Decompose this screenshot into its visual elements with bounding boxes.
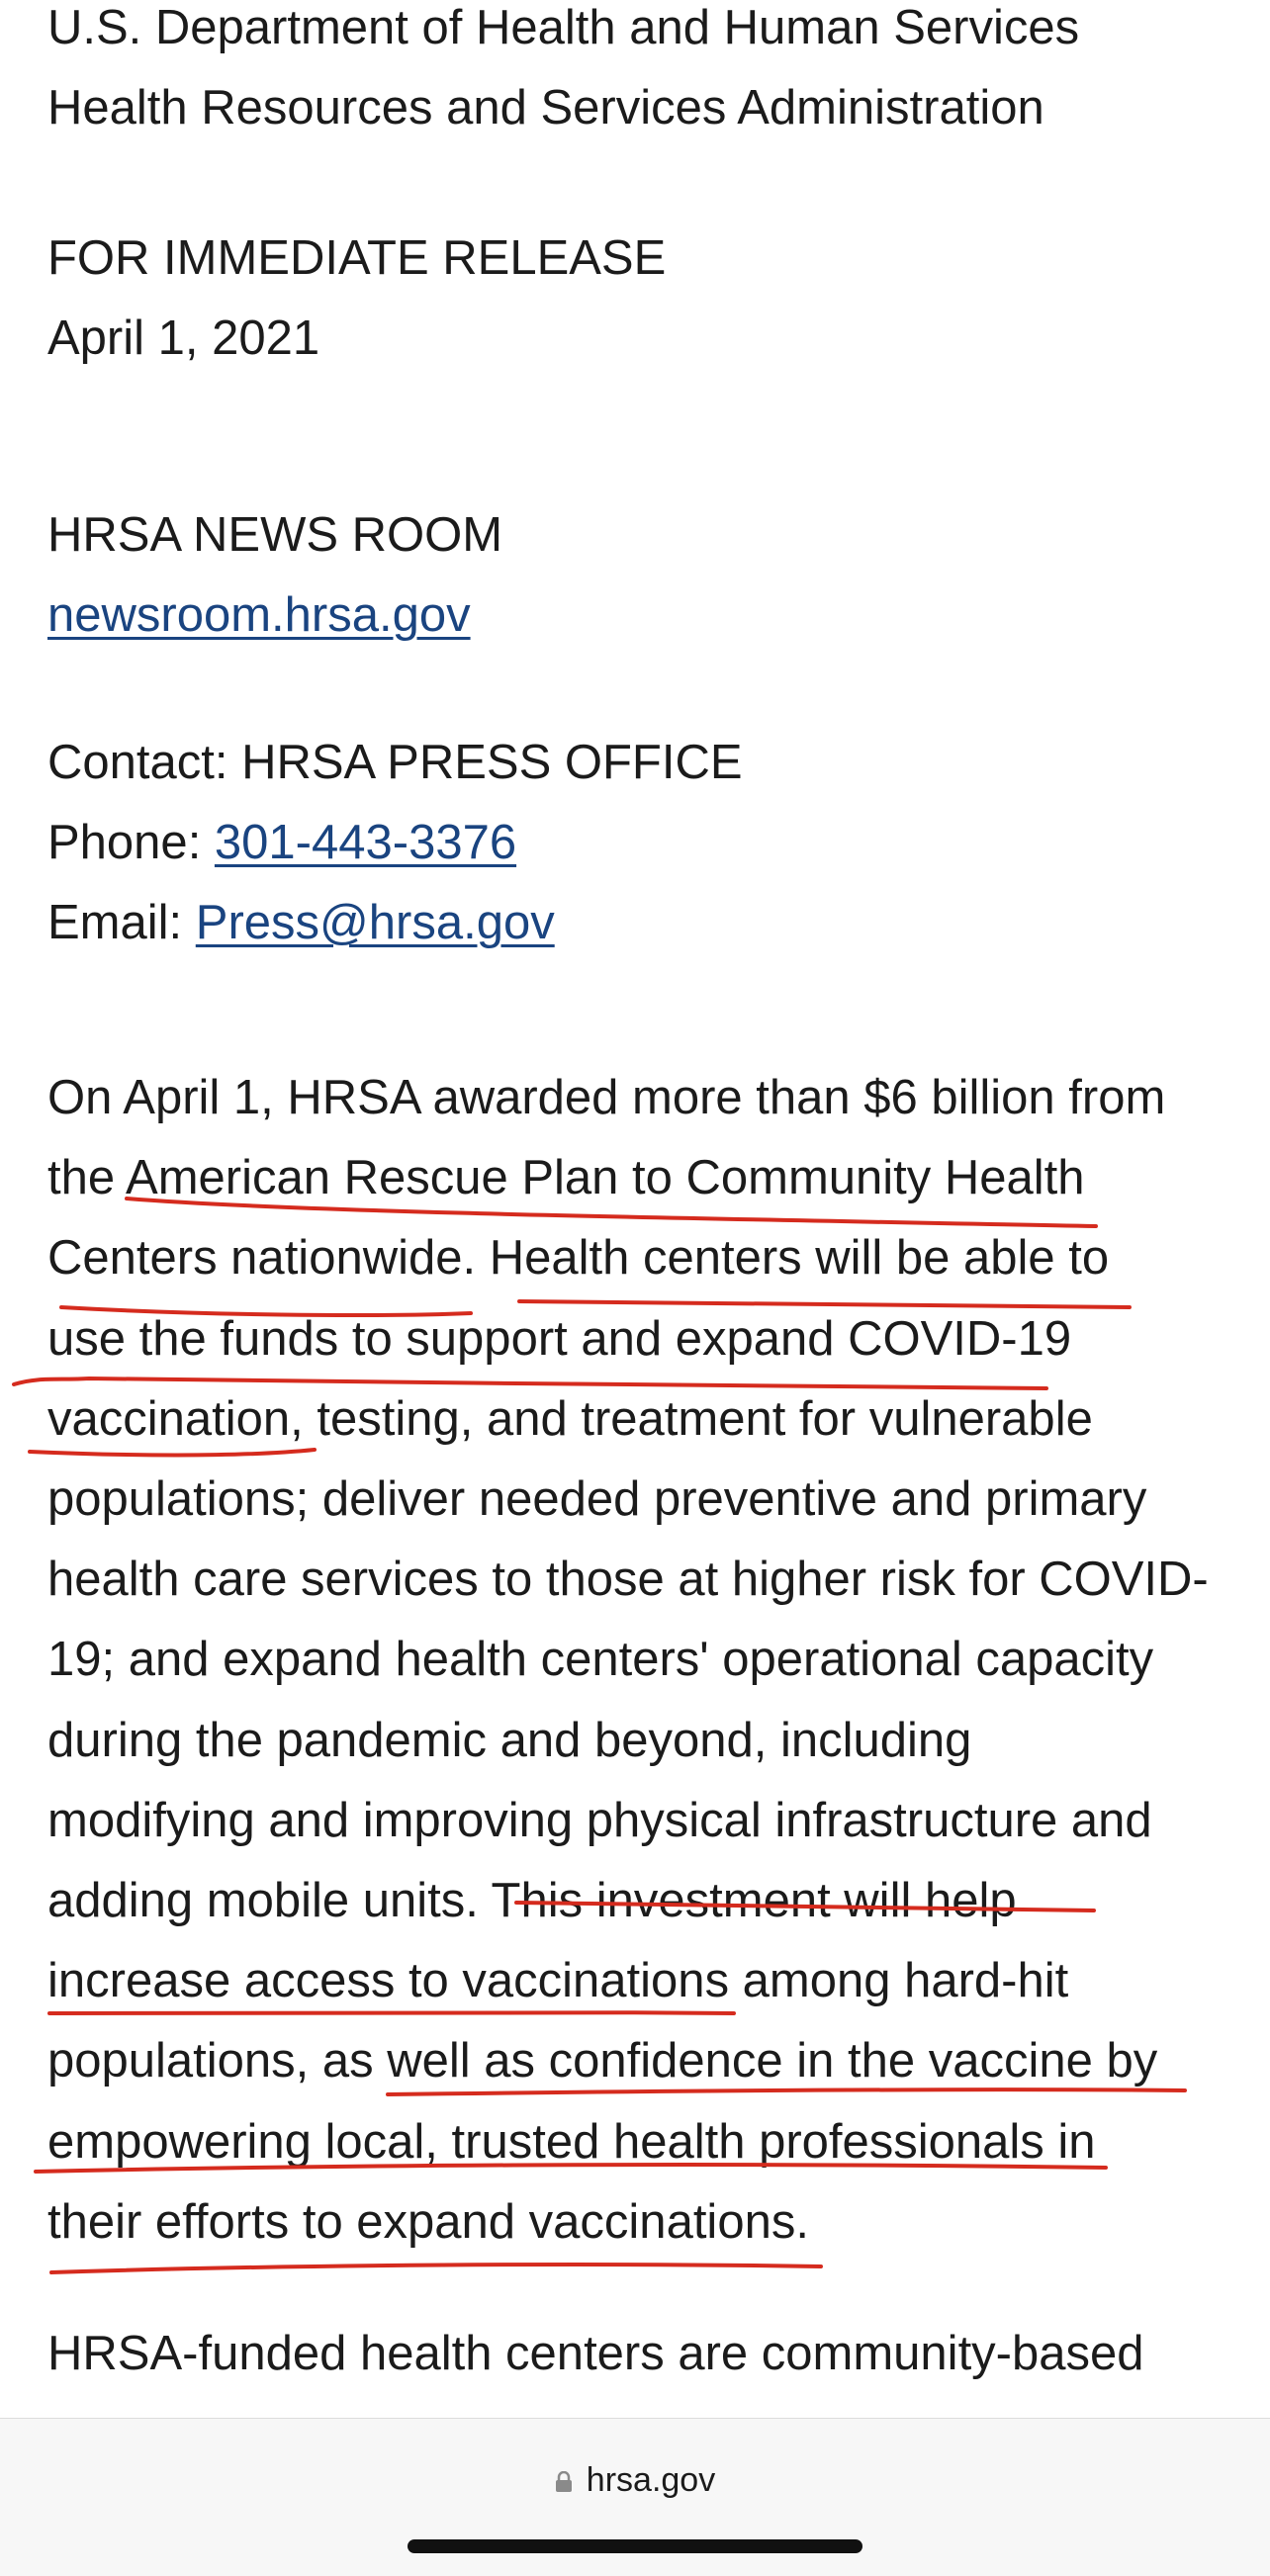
paragraph-line: Centers nationwide. Health centers will be able to — [47, 1231, 1110, 1286]
paragraph-line: during the pandemic and beyond, including — [47, 1713, 972, 1767]
release-label: FOR IMMEDIATE RELEASE — [47, 231, 667, 285]
phone-link[interactable]: 301-443-3376 — [214, 816, 517, 869]
paragraph-line: vaccination, testing, and treatment for vulnerable — [47, 1391, 1093, 1446]
department-name: U.S. Department of Health and Human Services — [47, 1, 1080, 54]
email-label: Email: — [47, 896, 196, 949]
article-paragraph-2: HRSA-funded health centers are community-based — [47, 2327, 1144, 2381]
home-indicator[interactable] — [408, 2539, 862, 2553]
release-date: April 1, 2021 — [47, 311, 320, 365]
lock-icon — [555, 2462, 573, 2484]
email-line — [47, 883, 1234, 963]
paragraph-line: empowering local, trusted health professionals in — [47, 2114, 1096, 2169]
paragraph-line: populations, as well as confidence in the vaccine by — [47, 2034, 1158, 2088]
url-text: hrsa.gov — [586, 2461, 716, 2499]
paragraph-line: health care services to those at higher risk for COVID- — [47, 1553, 1209, 1607]
newsroom-link[interactable]: newsroom.hrsa.gov — [47, 588, 471, 642]
paragraph-line: the American Rescue Plan to Community Health — [47, 1151, 1085, 1205]
newsroom-title: HRSA NEWS ROOM — [47, 508, 503, 562]
paragraph-line: 19; and expand health centers' operational capacity — [47, 1633, 1154, 1687]
press-release-content — [47, 0, 1234, 2394]
phone-label: Phone: — [47, 816, 215, 869]
paragraph-line: On April 1, HRSA awarded more than $6 billion from — [47, 1071, 1166, 1124]
contact-line: Contact: HRSA PRESS OFFICE — [47, 736, 743, 789]
article-paragraph-1 — [47, 1058, 1234, 2263]
paragraph-line: use the funds to support and expand COVID-19 — [47, 1311, 1072, 1366]
paragraph-line: increase access to vaccinations among hard-hit — [47, 1954, 1069, 2008]
agency-name: Health Resources and Services Administration — [47, 81, 1044, 134]
email-link[interactable]: Press@hrsa.gov — [195, 896, 555, 949]
paragraph-line: their efforts to expand vaccinations. — [47, 2194, 809, 2249]
paragraph-line: modifying and improving physical infrastructure and — [47, 1793, 1152, 1847]
browser-bottom-bar — [0, 2418, 1270, 2576]
phone-line — [47, 803, 1234, 883]
paragraph-line: populations; deliver needed preventive and primary — [47, 1472, 1147, 1527]
address-bar[interactable] — [0, 2460, 1270, 2500]
paragraph-line: adding mobile units. This investment will help — [47, 1874, 1017, 1928]
newsroom-line — [47, 576, 1234, 656]
